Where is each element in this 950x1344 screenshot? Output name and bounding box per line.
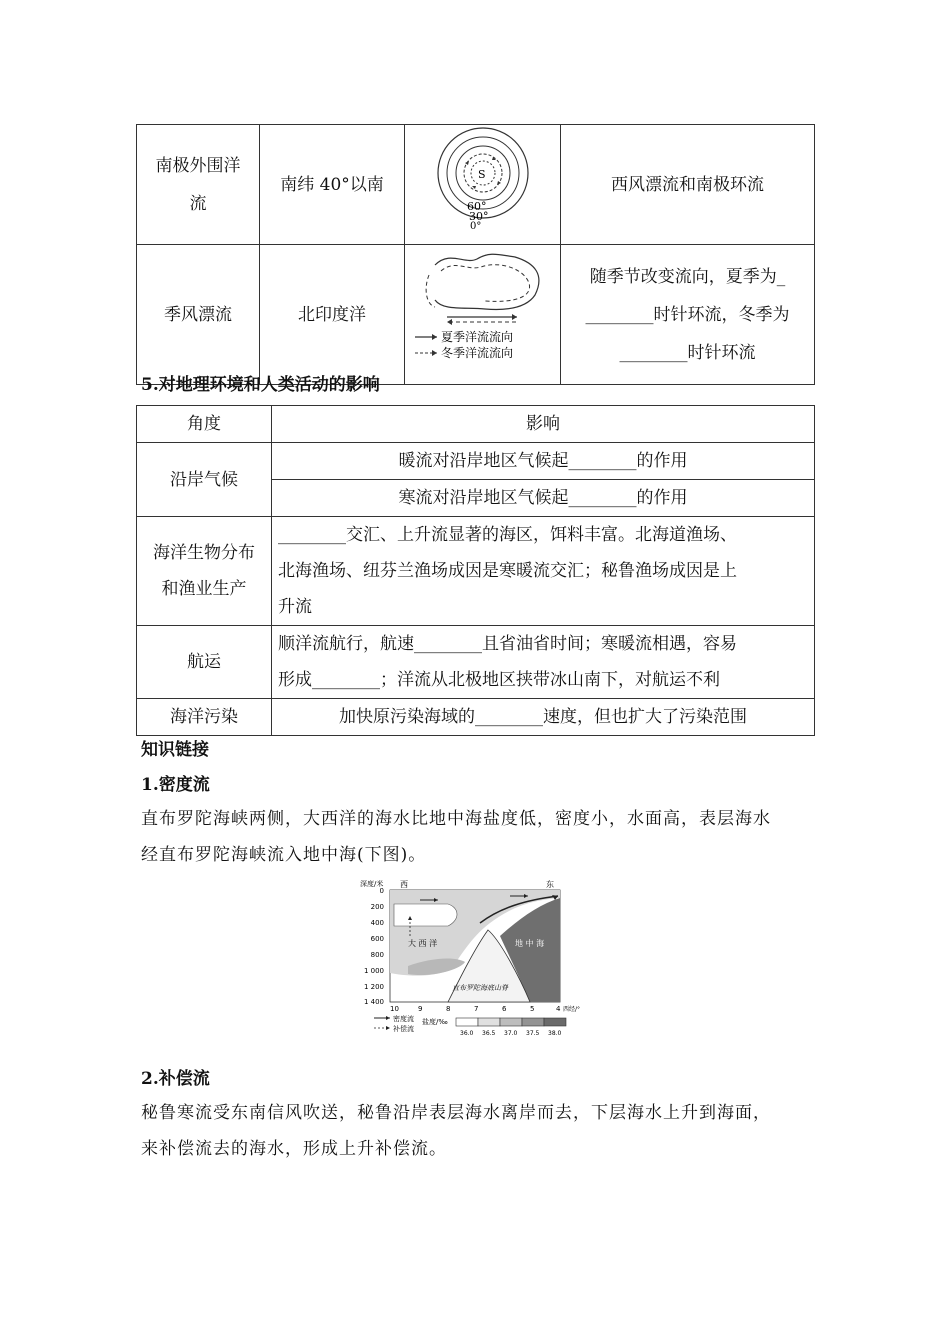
impact-line: 升流: [278, 597, 312, 617]
text-line: 来补偿流去的海水，形成上升补偿流。: [141, 1139, 447, 1159]
legend-summer: 夏季洋流流向: [441, 330, 514, 344]
table-row: [137, 699, 815, 736]
depth-tick: 1 400: [363, 998, 384, 1006]
lon-tick: 8: [446, 1005, 451, 1013]
table-row: [137, 125, 815, 245]
impact-line: 北海渔场、纽芬兰渔场成因是寒暖流交汇；秘鲁渔场成因是上: [278, 561, 737, 581]
description-line: 随季节改变流向，夏季为_: [589, 266, 786, 287]
lat-30: 30°: [469, 210, 489, 223]
impact-cell: 加快原污染海域的________速度，但也扩大了污染范围: [272, 699, 815, 736]
lon-tick: 6: [502, 1005, 507, 1013]
description-line: ________时针环流: [619, 342, 756, 363]
table-header: [137, 406, 815, 443]
monsoon-current-icon: [405, 245, 560, 370]
lon-tick: 10: [390, 1005, 399, 1013]
table-row: [137, 245, 815, 385]
density-title: 1.密度流: [141, 775, 210, 795]
east-label: 东: [546, 880, 554, 889]
depth-tick: 1 200: [363, 983, 384, 991]
description-cell: 西风漂流和南极环流: [561, 125, 815, 245]
depth-tick: 200: [370, 903, 384, 911]
knowledge-title: 知识链接: [141, 740, 209, 760]
angle-line: 海洋生物分布: [153, 543, 255, 563]
impact-line: 形成________；洋流从北极地区挟带冰山南下，对航运不利: [278, 670, 720, 690]
west-label: 西: [400, 880, 408, 889]
description-cell: [561, 245, 815, 385]
impact-line: ________交汇、上升流显著的海区，饵料丰富。北海道渔场、: [278, 525, 737, 545]
diagram-cell: [405, 245, 561, 385]
lon-tick: 4: [556, 1005, 561, 1013]
lat-60: 60°: [467, 200, 487, 213]
diagram-cell: [405, 125, 561, 245]
angle-line: 和渔业生产: [161, 579, 247, 599]
header-impact: 影响: [272, 406, 815, 443]
header-angle: 角度: [137, 406, 272, 443]
current-name: 南极外围洋流: [155, 155, 241, 214]
salinity-tick: 36.0: [460, 1030, 474, 1037]
impact-cell: [272, 626, 815, 699]
ylabel: 深度/米: [360, 880, 384, 888]
impact-cell: [272, 517, 815, 626]
xunit: 西经/°: [563, 1006, 581, 1013]
text-line: 秘鲁寒流受东南信风吹送，秘鲁沿岸表层海水离岸而去，下层海水上升到海面，: [141, 1103, 771, 1123]
legend-density: 密度流: [393, 1015, 414, 1023]
table-row: [137, 517, 815, 626]
table-row: [137, 443, 815, 480]
depth-tick: 0: [379, 887, 384, 895]
salinity-label: 盐度/‰: [422, 1018, 448, 1026]
compensation-title: 2.补偿流: [141, 1069, 210, 1089]
legend-compensation: 补偿流: [393, 1025, 414, 1033]
pole-label: S: [478, 168, 486, 181]
section5-title: 5.对地理环境和人类活动的影响: [141, 375, 380, 395]
density-figure: [360, 878, 590, 1038]
current-name-cell: 季风漂流: [137, 245, 260, 385]
depth-tick: 1 000: [363, 967, 384, 975]
depth-tick: 800: [370, 951, 384, 959]
angle-cell: 海洋污染: [137, 699, 272, 736]
angle-cell: 沿岸气候: [137, 443, 272, 517]
text-line: 直布罗陀海峡两侧，大西洋的海水比地中海盐度低，密度小，水面高，表层海水: [141, 809, 771, 829]
ridge-label: 直布罗陀海底山脊: [452, 984, 508, 992]
table-row: [137, 626, 815, 699]
text-line: 经直布罗陀海峡流入地中海(下图)。: [141, 845, 427, 865]
compensation-text: [141, 1095, 815, 1167]
impact-cell: 寒流对沿岸地区气候起________的作用: [272, 480, 815, 517]
angle-cell: 航运: [137, 626, 272, 699]
impact-cell: 暖流对沿岸地区气候起________的作用: [272, 443, 815, 480]
impact-line: 顺洋流航行，航速________且省油省时间；寒暖流相遇，容易: [278, 634, 737, 654]
impacts-table: [136, 405, 815, 736]
lon-tick: 5: [530, 1005, 535, 1013]
lon-tick: 9: [418, 1005, 423, 1013]
lon-tick: 7: [474, 1005, 479, 1013]
location-cell: 北印度洋: [260, 245, 405, 385]
currents-table: [136, 124, 815, 385]
atlantic-label: 大 西 洋: [408, 939, 438, 948]
description-line: ________时针环流，冬季为: [585, 304, 790, 325]
current-name-cell: [137, 125, 260, 245]
location-cell: 南纬 40°以南: [260, 125, 405, 245]
antarctic-circumpolar-icon: [405, 125, 560, 230]
salinity-tick: 36.5: [482, 1030, 496, 1037]
salinity-tick: 37.0: [504, 1030, 518, 1037]
legend-winter: 冬季洋流流向: [441, 346, 514, 360]
salinity-tick: 37.5: [526, 1030, 540, 1037]
lat-0: 0°: [470, 221, 482, 230]
depth-tick: 400: [370, 919, 384, 927]
density-text: [141, 801, 815, 873]
depth-tick: 600: [370, 935, 384, 943]
angle-cell: [137, 517, 272, 626]
mediterranean-label: 地 中 海: [515, 939, 545, 948]
salinity-tick: 38.0: [548, 1030, 562, 1037]
